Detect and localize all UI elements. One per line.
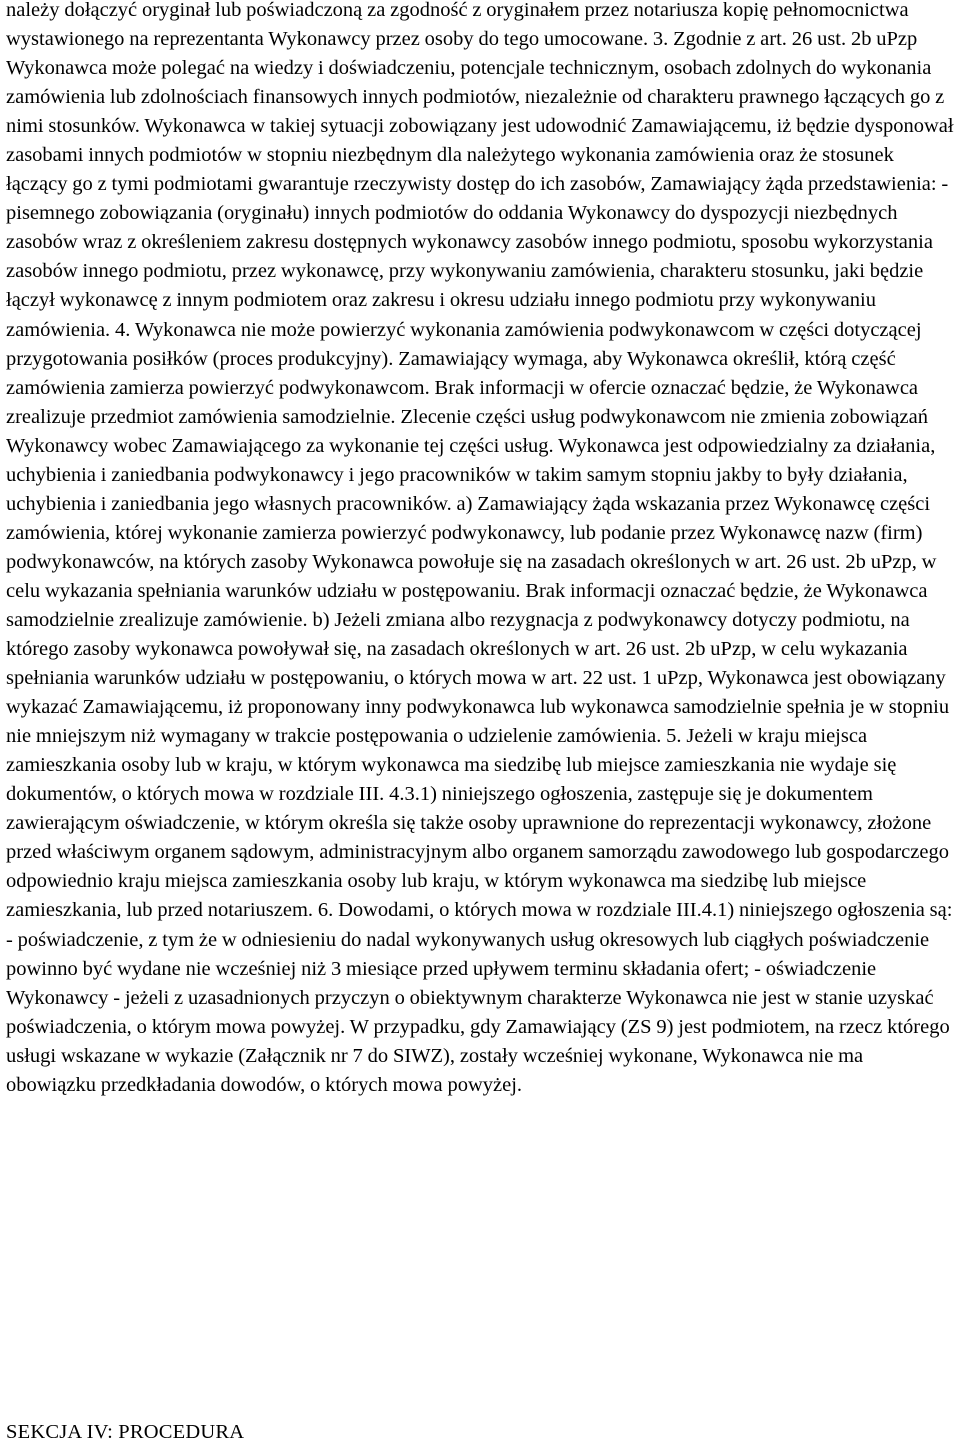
document-body-paragraph: należy dołączyć oryginał lub poświadczoną za zgodność z oryginałem przez notariusza kopię pełnomocnictwa wystawionego na reprezentanta Wykonawcy przez osoby do tego umocowane. 3. Zgodnie z art. 26 ust. 2b uPzp Wykonawca może polegać na wiedzy i doświadczeniu, potencjale technicznym, osobach zdolnych do wykonania zamówienia lub zdolnościach finansowych innych podmiotów, niezależnie od charakteru prawnego łączących go z nimi stosunków. Wykonawca w takiej sytuacji zobowiązany jest udowodnić Zamawiającemu, iż będzie dysponował zasobami innych podmiotów w stopniu niezbędnym dla należytego wykonania zamówienia oraz że stosunek łączący go z tymi podmiotami gwarantuje rzeczywisty dostęp do ich zasobów, Zamawiający żąda przedstawienia: - pisemnego zobowiązania (oryginału) innych podmiotów do oddania Wykonawcy do dyspozycji niezbędnych zasobów wraz z określeniem zakresu dostępnych wykonawcy zasobów innego podmiotu, sposobu wykorzystania zasobów innego podmiotu, przez wykonawcę, przy wykonywaniu zamówienia, charakteru stosunku, jaki będzie łączył wykonawcę z innym podmiotem oraz zakresu i okresu udziału innego podmiotu przy wykonywaniu zamówienia. 4. Wykonawca nie może powierzyć wykonania zamówienia podwykonawcom w części dotyczącej przygotowania posiłków (proces produkcyjny). Zamawiający wymaga, aby Wykonawca określił, którą część zamówienia zamierza powierzyć podwykonawcom. Brak informacji w ofercie oznaczać będzie, że Wykonawca zrealizuje przedmiot zamówienia samodzielnie. Zlecenie części usług podwykonawcom nie zmienia zobowiązań Wykonawcy wobec Zamawiającego za wykonanie tej części usług. Wykonawca jest odpowiedzialny za działania, uchybienia i zaniedbania podwykonawcy i jego pracowników w takim samym stopniu jakby to były działania, uchybienia i zaniedbania jego własnych pracowników. a) Zamawiający żąda wskazania przez Wykonawcę części zamówienia, której wykonanie zamierza powierzyć podwykonawcy, lub podanie przez Wykonawcę nazw (firm) podwykonawców, na których zasoby Wykonawca powołuje się na zasadach określonych w art. 26 ust. 2b uPzp, w celu wykazania spełniania warunków udziału w postępowaniu. Brak informacji oznaczać będzie, że Wykonawca samodzielnie zrealizuje zamówienie. b) Jeżeli zmiana albo rezygnacja z podwykonawcy dotyczy podmiotu, na którego zasoby wykonawca powoływał się, na zasadach określonych w art. 26 ust. 2b uPzp, w celu wykazania spełniania warunków udziału w postępowaniu, o których mowa w art. 22 ust. 1 uPzp, Wykonawca jest obowiązany wykazać Zamawiającemu, iż proponowany inny podwykonawca lub wykonawca samodzielnie spełnia je w stopniu nie mniejszym niż wymagany w trakcie postępowania o udzielenie zamówienia. 5. Jeżeli w kraju miejsca zamieszkania osoby lub w kraju, w którym wykonawca ma siedzibę lub miejsce zamieszkania nie wydaje się dokumentów, o których mowa w rozdziale III. 4.3.1) niniejszego ogłoszenia, zastępuje się je dokumentem zawierającym oświadczenie, w którym określa się także osoby uprawnione do reprezentacji wykonawcy, złożone przed właściwym organem sądowym, administracyjnym albo organem samorządu zawodowego lub gospodarczego odpowiednio kraju miejsca zamieszkania osoby lub kraju, w którym wykonawca ma siedzibę lub miejsce zamieszkania, lub przed notariuszem. 6. Dowodami, o których mowa w rozdziale III.4.1) niniejszego ogłoszenia są: - poświadczenie, z tym że w odniesieniu do nadal wykonywanych usług okresowych lub ciągłych poświadczenie powinno być wydane nie wcześniej niż 3 miesiące przed upływem terminu składania ofert; - oświadczenie Wykonawcy - jeżeli z uzasadnionych przyczyn o obiektywnym charakterze Wykonawca nie jest w stanie uzyskać poświadczenia, o którym mowa powyżej. W przypadku, gdy Zamawiający (ZS 9) jest podmiotem, na rzecz którego usługi wskazane w wykazie (Załącznik nr 7 do SIWZ), zostały wcześniej wykonane, Wykonawca nie ma obowiązku przedkładania dowodów, o których mowa powyżej. xyxy=(6,0,954,1096)
section-heading: SEKCJA IV: PROCEDURA xyxy=(6,1421,245,1443)
document-page xyxy=(6,0,956,1100)
